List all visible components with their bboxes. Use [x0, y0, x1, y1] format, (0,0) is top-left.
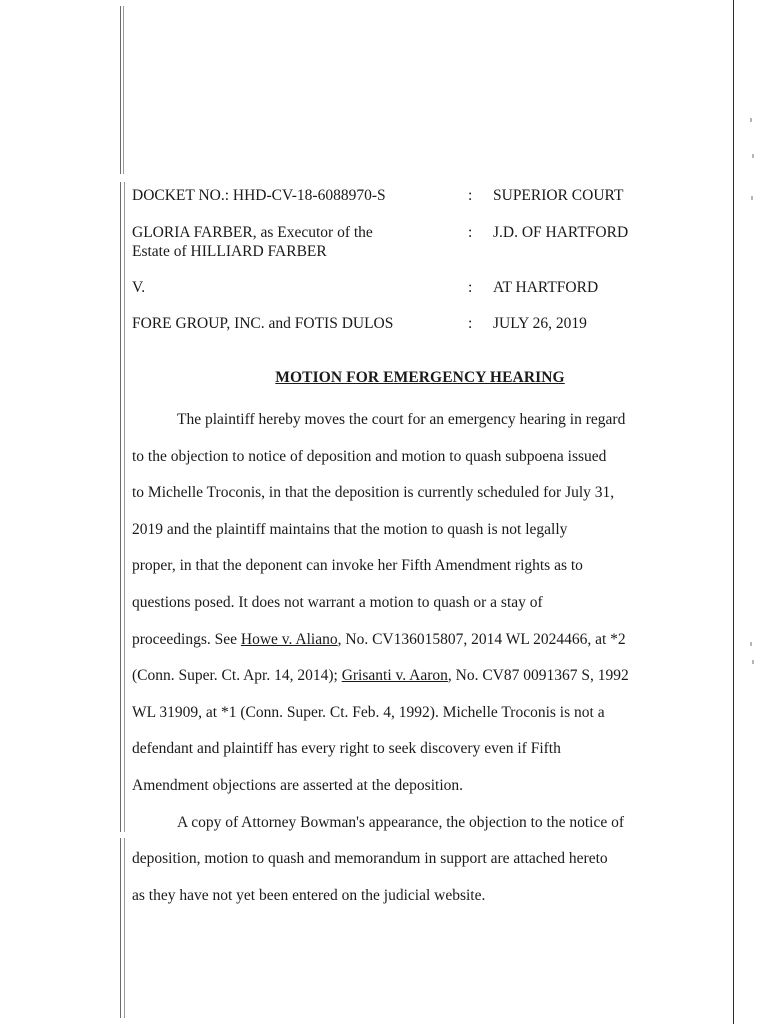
scan-speck [750, 118, 752, 122]
body-text: (Conn. Super. Ct. Apr. 14, 2014); [132, 667, 342, 685]
body-line: to the objection to notice of deposition and motion to quash subpoena issued [132, 447, 607, 465]
left-margin-rule [124, 182, 125, 832]
body-line: 2019 and the plaintiff maintains that the motion to quash is not legally [132, 520, 568, 538]
case-citation: Howe v. Aliano [240, 630, 338, 648]
right-margin-rule [733, 0, 734, 1024]
body-line: defendant and plaintiff has every right to seek discovery even if Fifth [132, 740, 561, 758]
left-margin-rule [124, 838, 125, 1018]
left-margin-rule [120, 838, 121, 1018]
body-line: WL 31909, at *1 (Conn. Super. Ct. Feb. 4, 1992). Michelle Troconis is not a [132, 703, 605, 721]
body-line: Amendment objections are asserted at the deposition. [132, 776, 464, 794]
body-line: deposition, motion to quash and memorandum in support are attached hereto [132, 850, 608, 868]
caption-colon: : [468, 187, 473, 204]
versus: V. [132, 279, 146, 296]
body-line: The plaintiff hereby moves the court for an emergency hearing in regard [177, 411, 626, 428]
scan-speck [750, 642, 752, 646]
case-citation: Grisanti v. Aaron [341, 667, 448, 685]
left-margin-rule [123, 6, 124, 174]
body-line: to Michelle Troconis, in that the deposition is currently scheduled for July 31, [132, 484, 615, 502]
judicial-district: J.D. OF HARTFORD [493, 224, 629, 241]
left-margin-rule [120, 6, 121, 174]
scan-speck [752, 660, 754, 664]
docket-number: DOCKET NO.: HHD-CV-18-6088970-S [132, 187, 386, 204]
court-name: SUPERIOR COURT [493, 187, 624, 204]
caption-colon: : [468, 279, 473, 296]
caption-colon: : [468, 224, 473, 241]
court-location: AT HARTFORD [493, 279, 599, 296]
body-line [132, 658, 722, 695]
body-line: questions posed. It does not warrant a motion to quash or a stay of [132, 593, 543, 611]
scan-speck [751, 196, 753, 200]
motion-body [132, 402, 722, 914]
left-margin-rule [120, 182, 121, 832]
plaintiff-line: GLORIA FARBER, as Executor of the [132, 224, 373, 241]
body-text: , No. CV136015807, 2014 WL 2024466, at *2 [337, 630, 626, 648]
defendant-names: FORE GROUP, INC. and FOTIS DULOS [132, 315, 394, 332]
body-line: as they have not yet been entered on the judicial website. [132, 886, 486, 904]
plaintiff-name [132, 223, 432, 261]
body-line: proper, in that the deponent can invoke her Fifth Amendment rights as to [132, 557, 583, 575]
body-text: , No. CV87 0091367 S, 1992 [447, 667, 629, 685]
body-text: proceedings. See [132, 630, 241, 648]
caption-colon: : [468, 315, 473, 332]
plaintiff-line: Estate of HILLIARD FARBER [132, 243, 327, 260]
scan-speck [752, 154, 754, 158]
body-line [132, 622, 722, 659]
body-line: A copy of Attorney Bowman's appearance, the objection to the notice of [177, 813, 624, 831]
document-title: MOTION FOR EMERGENCY HEARING [275, 369, 565, 386]
filing-date: JULY 26, 2019 [493, 315, 587, 332]
